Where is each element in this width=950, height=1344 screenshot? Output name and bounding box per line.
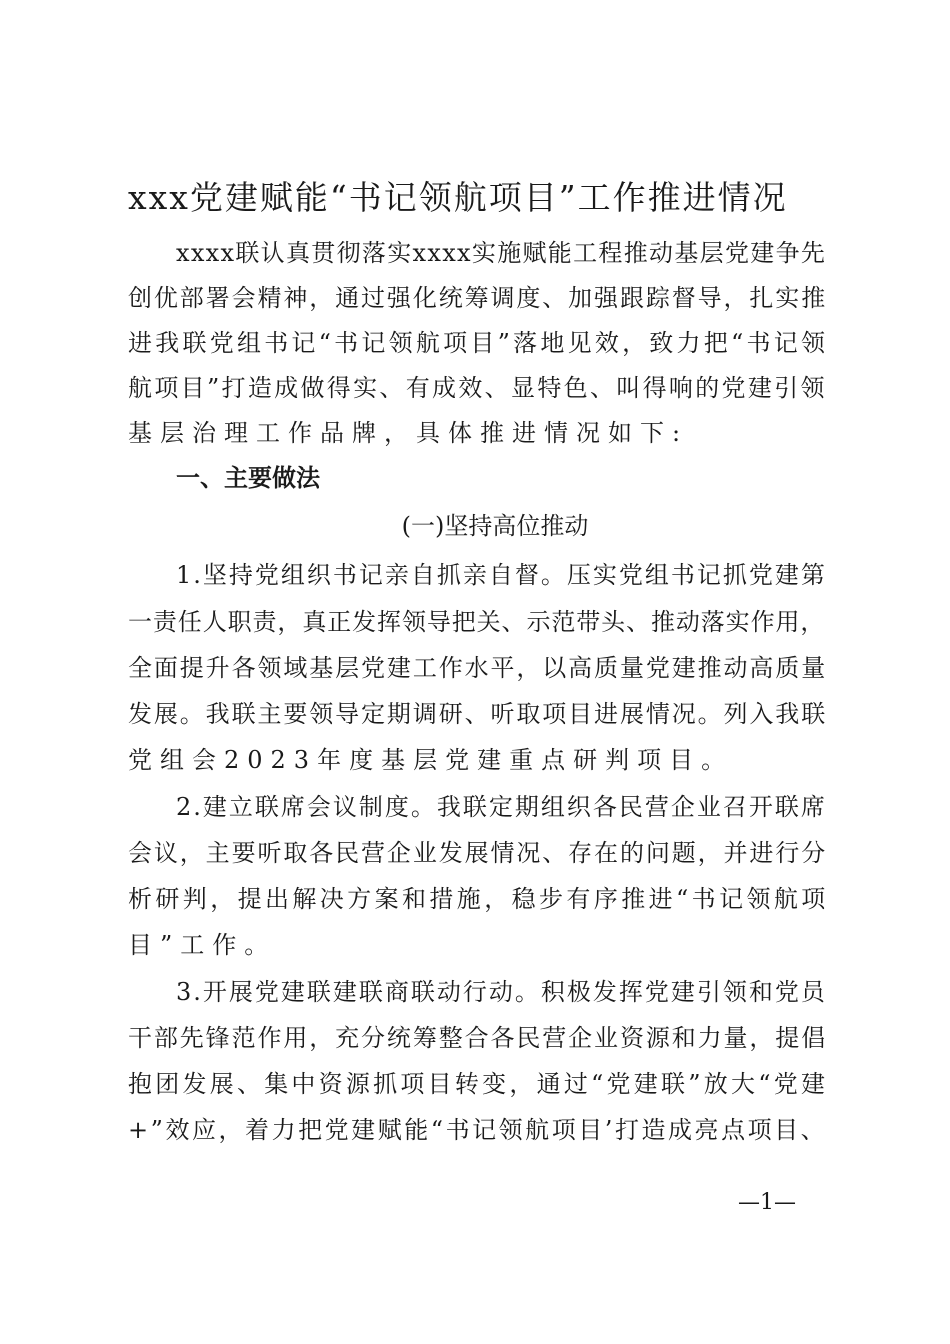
item-line: 析研判，提出解决方案和措施，稳步有序推进“书记领航项 [128, 885, 829, 913]
item-line: 发展。我联主要领导定期调研、听取项目进展情况。列入我联 [128, 700, 828, 728]
item-line: +”效应，着力把党建赋能“书记领航项目’打造成亮点项目、 [128, 1116, 828, 1144]
intro-line: xxxx联认真贯彻落实xxxx实施赋能工程推动基层党建争先 [176, 239, 827, 267]
subsection-heading-text: (一)坚持高位推动 [401, 512, 589, 540]
item-line: 一责任人职责，真正发挥领导把关、示范带头、推动落实作用， [128, 608, 826, 636]
document-title: xxx党建赋能“书记领航项目”工作推进情况 [128, 178, 788, 217]
subsection-heading [0, 506, 950, 546]
intro-line: 创优部署会精神，通过强化统筹调度、加强跟踪督导，扎实推 [128, 284, 828, 312]
item-line: 目”工作。 [128, 931, 277, 959]
section-heading: 一、主要做法 [176, 464, 320, 492]
item-line: 抱团发展、集中资源抓项目转变，通过“党建联”放大“党建 [128, 1070, 829, 1098]
item-line: 3.开展党建联建联商联动行动。积极发挥党建引领和党员 [176, 978, 827, 1006]
item-line: 2.建立联席会议制度。我联定期组织各民营企业召开联席 [176, 793, 827, 821]
item-line: 会议，主要听取各民营企业发展情况、存在的问题，并进行分 [128, 839, 828, 867]
intro-line: 航项目”打造成做得实、有成效、显特色、叫得响的党建引领 [128, 374, 827, 402]
item-line: 1.坚持党组织书记亲自抓亲自督。压实党组书记抓党建第 [176, 561, 827, 589]
page-number: —1— [738, 1190, 796, 1215]
intro-line: 基层治理工作品牌，具体推进情况如下: [128, 419, 689, 447]
item-line: 党组会2023年度基层党建重点研判项目。 [128, 746, 734, 774]
item-line: 全面提升各领域基层党建工作水平，以高质量党建推动高质量 [128, 654, 828, 682]
item-line: 干部先锋范作用，充分统筹整合各民营企业资源和力量，提倡 [128, 1024, 828, 1052]
intro-line: 进我联党组书记“书记领航项目”落地见效，致力把“书记领 [128, 329, 829, 357]
